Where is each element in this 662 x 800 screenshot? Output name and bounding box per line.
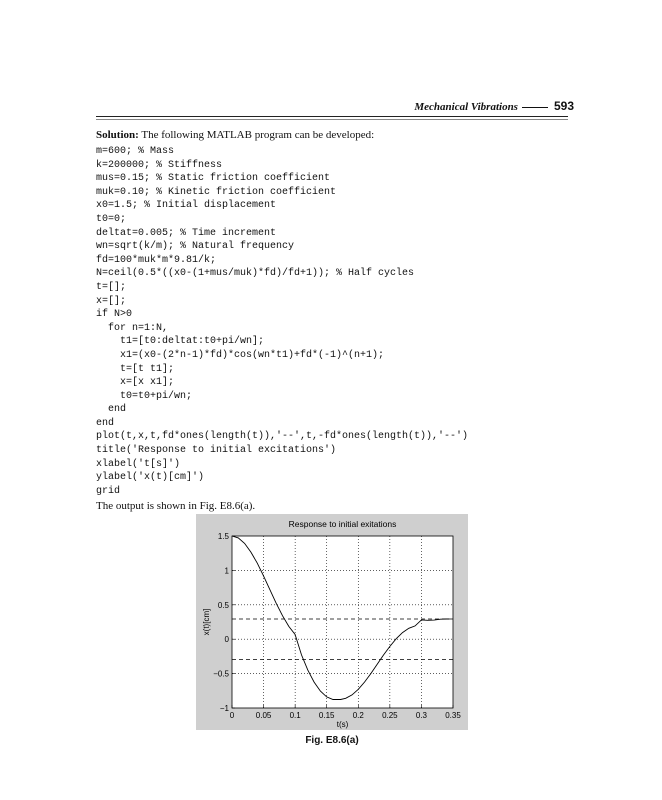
- x-tick-label: 0.2: [352, 711, 364, 720]
- header-rule-secondary: [96, 119, 568, 120]
- x-tick-label: 0.15: [318, 711, 335, 720]
- code-line: t1=[t0:deltat:t0+pi/wn];: [96, 336, 265, 348]
- code-line: wn=sqrt(k/m); % Natural frequency: [96, 241, 295, 253]
- y-tick-label: −1: [219, 704, 229, 713]
- solution-text: The following MATLAB program can be developed:: [141, 129, 375, 141]
- figure-panel: [196, 514, 468, 730]
- figure-caption: Fig. E8.6(a): [305, 735, 359, 746]
- y-tick-label: 1.5: [217, 532, 229, 541]
- x-tick-label: 0.35: [445, 711, 461, 720]
- code-line: for n=1:N,: [96, 322, 169, 334]
- output-text: The output is shown in Fig. E8.6(a).: [96, 500, 256, 512]
- code-line: x=[x x1];: [96, 377, 175, 389]
- code-line: t0=t0+pi/wn;: [96, 390, 193, 402]
- code-line: x=[];: [96, 295, 127, 307]
- plot-area: [232, 536, 453, 708]
- x-tick-label: 0.1: [289, 711, 301, 720]
- header-dash: [522, 107, 548, 108]
- code-line: end: [96, 404, 127, 416]
- code-line: fd=100*muk*m*9.81/k;: [96, 254, 217, 266]
- y-tick-label: 0.5: [217, 600, 229, 610]
- matlab-code-block: [96, 145, 468, 498]
- x-tick-label: 0.05: [255, 711, 272, 720]
- x-tick-label: 0.3: [415, 711, 427, 720]
- y-tick-label: −0.5: [213, 669, 229, 679]
- code-line: ylabel('x(t)[cm]'): [96, 472, 205, 484]
- code-line: deltat=0.005; % Time increment: [96, 227, 277, 239]
- code-line: x1=(x0-(2*n-1)*fd)*cos(wn*t1)+fd*(-1)^(n+1);: [96, 349, 385, 361]
- code-line: t=[t t1];: [96, 363, 175, 375]
- code-line: N=ceil(0.5*((x0-(1+mus/muk)*fd)/fd+1)); % Half cycles: [96, 268, 415, 280]
- chart-title: Response to initial exitations: [288, 519, 397, 529]
- code-line: plot(t,x,t,fd*ones(length(t)),'--',t,-fd*ones(length(t)),'--'): [96, 431, 469, 443]
- code-line: m=600; % Mass: [96, 146, 175, 157]
- code-line: t0=0;: [96, 213, 127, 225]
- y-axis-label: x(t)[cm]: [202, 608, 211, 636]
- y-tick-label: 0: [224, 635, 229, 645]
- code-line: k=200000; % Stiffness: [96, 159, 223, 171]
- solution-label: Solution:: [96, 129, 139, 141]
- x-tick-label: 0.25: [382, 711, 398, 720]
- page-number: 593: [553, 99, 574, 113]
- x-tick-label: 0: [229, 711, 235, 720]
- code-line: xlabel('t[s]'): [96, 458, 181, 470]
- page-header: [96, 99, 574, 113]
- code-line: muk=0.10; % Kinetic friction coefficient: [96, 186, 337, 198]
- code-line: end: [96, 417, 115, 429]
- code-line: grid: [96, 485, 121, 497]
- y-tick-label: 1: [224, 566, 229, 576]
- header-rule: [96, 116, 568, 117]
- response-chart: [196, 514, 468, 730]
- code-line: t=[];: [96, 281, 127, 293]
- running-title: Mechanical Vibrations: [414, 101, 518, 113]
- code-line: x0=1.5; % Initial displacement: [96, 200, 277, 212]
- code-line: title('Response to initial excitations'): [96, 445, 337, 457]
- solution-paragraph: [96, 129, 374, 141]
- code-line: mus=0.15; % Static friction coefficient: [96, 173, 331, 185]
- code-line: if N>0: [96, 309, 133, 321]
- x-axis-label: t(s): [336, 720, 349, 729]
